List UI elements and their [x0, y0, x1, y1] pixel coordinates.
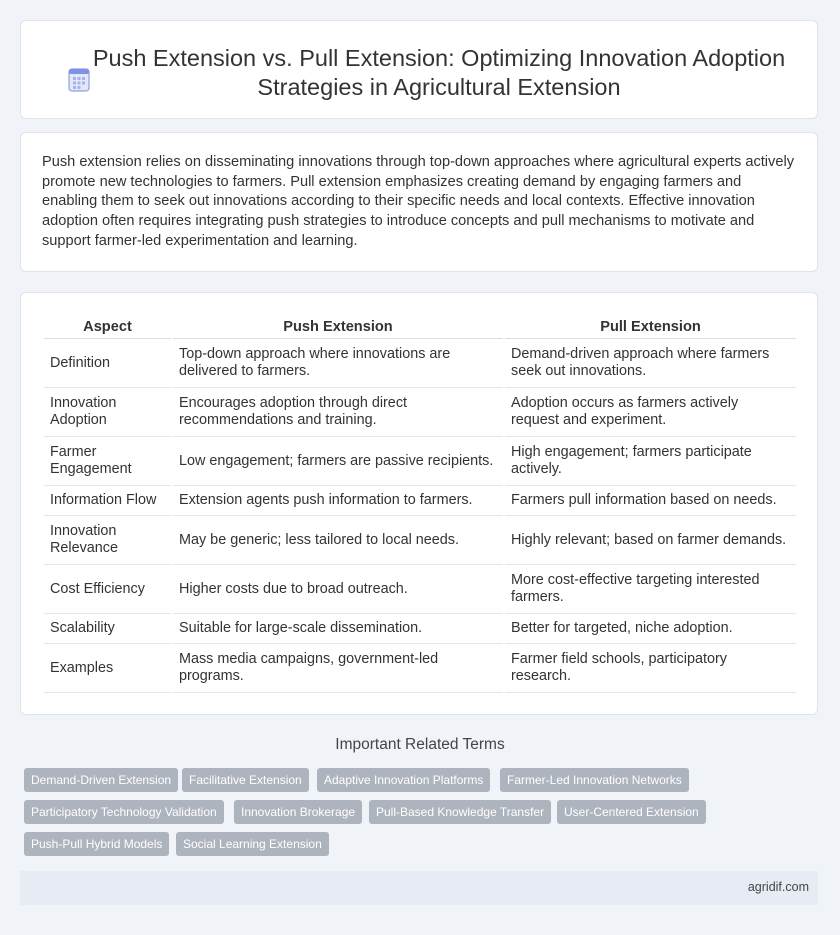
intro-paragraph: Push extension relies on disseminating innovations through top-down approaches where agricultural experts actively promote new technologies to farmers. Pull extension emphasizes creating demand by engaging farmers and enabling them to seek out innovations according to their specific needs and local contexts. Effective innovation adoption often requires integrating push strategies to introduce concepts and pull mechanisms to motivate and support farmer-led experimentation and learning. — [42, 154, 795, 249]
footer — [20, 871, 818, 905]
title-card — [20, 20, 818, 119]
related-term-tag[interactable]: Adaptive Innovation Platforms — [317, 768, 490, 792]
push-cell: Top-down approach where innovations are delivered to farmers. — [173, 339, 503, 388]
table-row — [44, 516, 796, 565]
header-pull-extension: Pull Extension — [505, 314, 796, 339]
pull-cell: Adoption occurs as farmers actively request and experiment. — [505, 388, 796, 437]
table-row — [44, 486, 796, 516]
table-row — [44, 437, 796, 486]
aspect-cell: Scalability — [44, 614, 171, 644]
pull-cell: More cost-effective targeting interested farmers. — [505, 565, 796, 614]
page-title: Push Extension vs. Pull Extension: Optimizing Innovation Adoption Strategies in Agricultural Extension — [92, 45, 786, 100]
table-row — [44, 565, 796, 614]
pull-cell: Highly relevant; based on farmer demands. — [505, 516, 796, 565]
push-cell: Encourages adoption through direct recommendations and training. — [173, 388, 503, 437]
aspect-cell: Farmer Engagement — [44, 437, 171, 486]
pull-cell: High engagement; farmers participate actively. — [505, 437, 796, 486]
pull-cell: Demand-driven approach where farmers seek out innovations. — [505, 339, 796, 388]
related-term-tag[interactable]: Innovation Brokerage — [234, 800, 362, 824]
table-row — [44, 614, 796, 644]
aspect-cell: Information Flow — [44, 486, 171, 516]
related-term-tag[interactable]: User-Centered Extension — [557, 800, 706, 824]
push-cell: Mass media campaigns, government-led programs. — [173, 644, 503, 693]
push-cell: Extension agents push information to farmers. — [173, 486, 503, 516]
pull-cell: Better for targeted, niche adoption. — [505, 614, 796, 644]
header-aspect: Aspect — [44, 314, 171, 339]
aspect-cell: Innovation Relevance — [44, 516, 171, 565]
related-term-tag[interactable]: Demand-Driven Extension — [24, 768, 178, 792]
related-term-tag[interactable]: Farmer-Led Innovation Networks — [500, 768, 689, 792]
header-push-extension: Push Extension — [173, 314, 503, 339]
related-term-tag[interactable]: Facilitative Extension — [182, 768, 309, 792]
push-cell: Low engagement; farmers are passive recipients. — [173, 437, 503, 486]
aspect-cell: Innovation Adoption — [44, 388, 171, 437]
aspect-cell: Definition — [44, 339, 171, 388]
related-term-tag[interactable]: Push-Pull Hybrid Models — [24, 832, 169, 856]
table-row — [44, 644, 796, 693]
pull-cell: Farmer field schools, participatory research. — [505, 644, 796, 693]
push-cell: Suitable for large-scale dissemination. — [173, 614, 503, 644]
pull-cell: Farmers pull information based on needs. — [505, 486, 796, 516]
table-header-row — [44, 314, 796, 339]
related-term-tag[interactable]: Social Learning Extension — [176, 832, 329, 856]
related-terms-heading: Important Related Terms — [335, 736, 505, 753]
related-term-tag[interactable]: Participatory Technology Validation — [24, 800, 224, 824]
aspect-cell: Examples — [44, 644, 171, 693]
aspect-cell: Cost Efficiency — [44, 565, 171, 614]
table-row — [44, 339, 796, 388]
comparison-table — [42, 314, 798, 693]
footer-site-link[interactable]: agridif.com — [747, 880, 809, 894]
related-term-tag[interactable]: Pull-Based Knowledge Transfer — [369, 800, 551, 824]
push-cell: May be generic; less tailored to local needs. — [173, 516, 503, 565]
comparison-table-card — [20, 292, 818, 715]
push-cell: Higher costs due to broad outreach. — [173, 565, 503, 614]
intro-card — [20, 132, 818, 272]
table-row — [44, 388, 796, 437]
